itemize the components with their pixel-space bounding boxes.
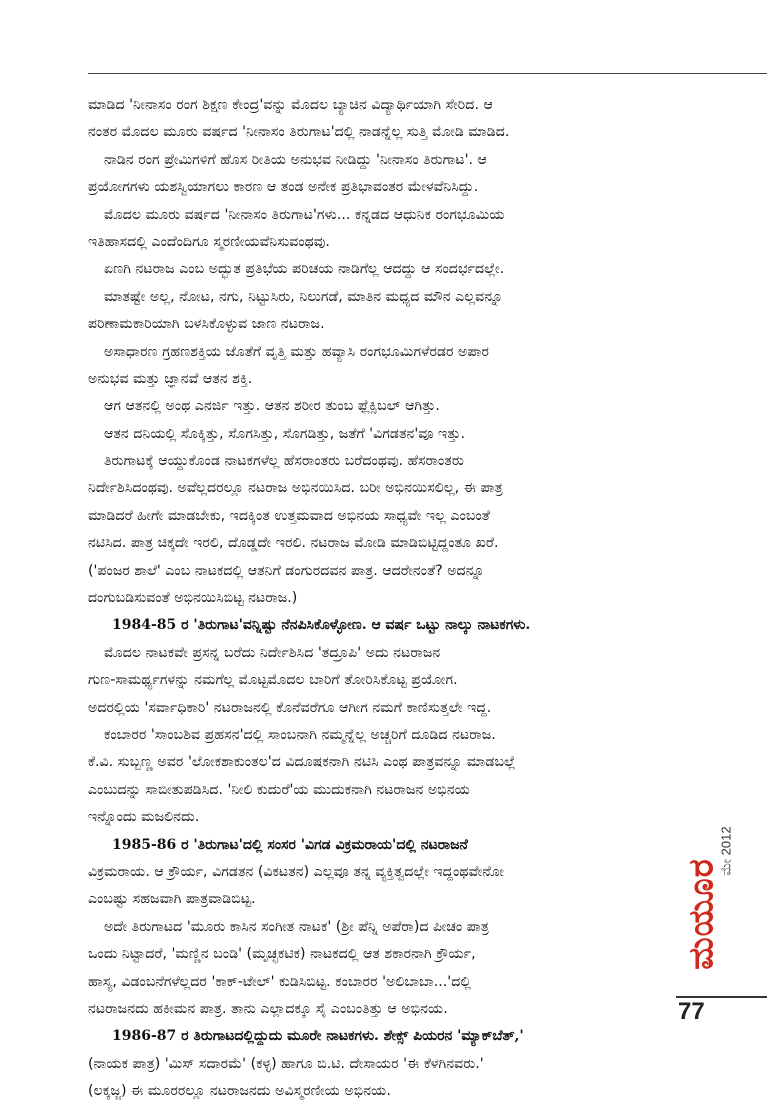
- article-line: ಕೆ.ವಿ. ಸುಬ್ಬಣ್ಣ ಅವರ 'ಲೋಕಶಾಕುಂತಲ'ದ ವಿದೂಷಕನಾಗಿ ನಟಿಸಿ ಎಂಥ ಪಾತ್ರವನ್ನೂ ಮಾಡಬಲ್ಲೆ: [88, 754, 516, 771]
- article-line: ಮೊದಲ ನಾಟಕವೇ ಪ್ರಸನ್ನ ಬರೆದು ನಿರ್ದೇಶಿಸಿದ 'ತದ್ರೂಪಿ' ಅದು ನಟರಾಜನ: [104, 644, 441, 661]
- article-line: ಎಂಬುದನ್ನು ಸಾಬೀತುಪಡಿಸಿದ. 'ನೀಲಿ ಕುದುರೆ'ಯ ಮುದುಕನಾಗಿ ನಟರಾಜನ ಅಭಿನಯ: [88, 781, 470, 798]
- page-number: 77: [678, 998, 705, 1025]
- article-line: ನಟಿಸಿದ. ಪಾತ್ರ ಚಿಕ್ಕದೇ ಇರಲಿ, ದೊಡ್ಡದೇ ಇರಲಿ. ನಟರಾಜ ಮೋಡಿ ಮಾಡಿಬಿಟ್ಟಿದ್ದಂತೂ ಖರೆ.: [88, 535, 499, 552]
- article-line: ಅದರಲ್ಲಿಯ 'ಸರ್ವಾಧಿಕಾರಿ' ನಟರಾಜನಲ್ಲಿ ಕೊನೆವರೆಗೂ ಆಗೀಗ ನಮಗೆ ಕಾಣಿಸುತ್ತಲೇ ಇದ್ದ.: [88, 699, 492, 716]
- article-line: ಮಾಡಿದ 'ನೀನಾಸಂ ರಂಗ ಶಿಕ್ಷಣ ಕೇಂದ್ರ'ವನ್ನು ಮೊದಲ ಬ್ಯಾಚಿನ ವಿದ್ಯಾರ್ಥಿಯಾಗಿ ಸೇರಿದ. ಆ: [88, 97, 493, 113]
- article-line: ಎಂಬಷ್ಟು ಸಹಜವಾಗಿ ಪಾತ್ರವಾಡಿಬಿಟ್ಟ.: [88, 891, 256, 908]
- article-line: 1984-85 ರ 'ತಿರುಗಾಟ'ವನ್ನಿಷ್ಟು ನೆನಪಿಸಿಕೊಳ್ಳೋಣ. ಆ ವರ್ಷ ಒಟ್ಟು ನಾಲ್ಕು ನಾಟಕಗಳು.: [112, 617, 531, 634]
- article-line: ಮಾತಷ್ಟೇ ಅಲ್ಲ, ನೋಟ, ನಗು, ನಿಟ್ಟುಸಿರು, ನಿಲುಗಡೆ, ಮಾತಿನ ಮಧ್ಯದ ಮೌನ ಎಲ್ಲವನ್ನೂ: [104, 288, 504, 305]
- magazine-sidebar: [678, 800, 746, 975]
- article-line: ನಾಡಿನ ರಂಗ ಪ್ರೇಮಿಗಳಿಗೆ ಹೊಸ ರೀತಿಯ ಅನುಭವ ನೀಡಿದ್ದು 'ನೀನಾಸಂ ತಿರುಗಾಟ'. ಆ: [104, 151, 487, 168]
- article-line: ಅಸಾಧಾರಣ ಗ್ರಹಣಶಕ್ತಿಯ ಜೊತೆಗೆ ವೃತ್ತಿ ಮತ್ತು ಹವ್ಯಾಸಿ ರಂಗಭೂಮಿಗಳೆರಡರ ಅಪಾರ: [104, 343, 489, 360]
- article-line: ಪ್ರಯೋಗಗಳು ಯಶಸ್ವಿಯಾಗಲು ಕಾರಣ ಆ ತಂಡ ಅನೇಕ ಪ್ರತಿಭಾವಂತರ ಮೇಳವೆನಿಸಿದ್ದು.: [88, 179, 479, 196]
- article-line: ವಿಕ್ರಮರಾಯ. ಆ ಕ್ರೌರ್ಯ, ವಿಗಡತನ (ವಿಕಟತನ) ಎಲ್ಲವೂ ತನ್ನ ವ್ಯಕ್ತಿತ್ವದಲ್ಲೇ ಇದ್ದಂಥವೇನೋ: [88, 863, 504, 880]
- article-line: ('ಪಂಜರ ಶಾಲೆ' ಎಂಬ ನಾಟಕದಲ್ಲಿ ಆತನಿಗೆ ಡಂಗುರದವನ ಪಾತ್ರ. ಆದರೇನಂತೆ? ಅದನ್ನೂ: [88, 562, 485, 579]
- article-line: ನಂತರ ಮೊದಲ ಮೂರು ವರ್ಷದ 'ನೀನಾಸಂ ತಿರುಗಾಟ'ದಲ್ಲಿ ನಾಡನ್ನೆಲ್ಲ ಸುತ್ತಿ ಮೋಡಿ ಮಾಡಿದ.: [88, 124, 510, 141]
- article-line: 1985-86 ರ 'ತಿರುಗಾಟ'ದಲ್ಲಿ ಸಂಸರ 'ವಿಗಡ ವಿಕ್ರಮರಾಯ'ದಲ್ಲಿ ನಟರಾಜನೆ: [112, 836, 468, 853]
- article-line: ನಿರ್ದೇಶಿಸಿದಂಥವು. ಅವೆಲ್ಲದರಲ್ಲೂ ನಟರಾಜ ಅಭಿನಯಿಸಿದ. ಬರೀ ಅಭಿನಯಿಸಲಿಲ್ಲ, ಈ ಪಾತ್ರ: [88, 480, 503, 497]
- article-line: ಮೊದಲ ಮೂರು ವರ್ಷದ 'ನೀನಾಸಂ ತಿರುಗಾಟ'ಗಳು... ಕನ್ನಡದ ಆಧುನಿಕ ರಂಗಭೂಮಿಯ: [104, 206, 505, 223]
- article-line: ಮಾಡಿದರೆ ಹೀಗೇ ಮಾಡಬೇಕು, ಇದಕ್ಕಿಂತ ಉತ್ತಮವಾದ ಅಭಿನಯ ಸಾಧ್ಯವೇ ಇಲ್ಲ ಎಂಬಂತೆ: [88, 507, 490, 524]
- article-line: ಏಣಗಿ ನಟರಾಜ ಎಂಬ ಅದ್ಭುತ ಪ್ರತಿಭೆಯ ಪರಿಚಯ ನಾಡಿಗೆಲ್ಲ ಆದದ್ದು ಆ ಸಂದರ್ಭದಲ್ಲೇ.: [104, 261, 505, 278]
- article-line: (ನಾಯಕ ಪಾತ್ರ) 'ಮಿಸ್ ಸದಾರಮೆ' (ಕಳ್ಳ) ಹಾಗೂ ಬಿ.ಟಿ. ದೇಸಾಯರ 'ಈ ಕೆಳಗಿನವರು.': [88, 1055, 484, 1072]
- article-line: ಪರಿಣಾಮಕಾರಿಯಾಗಿ ಬಳಸಿಕೊಳ್ಳುವ ಜಾಣ ನಟರಾಜ.: [88, 316, 325, 333]
- article-line: ಅದೇ ತಿರುಗಾಟದ 'ಮೂರು ಕಾಸಿನ ಸಂಗೀತ ನಾಟಕ' (ಶ್ರೀ ಪೆನ್ನಿ ಅಪೆರಾ)ದ ಪೀಚಂ ಪಾತ್ರ: [104, 918, 489, 935]
- article-line: ಆತನ ದನಿಯಲ್ಲಿ ಸೊಕ್ಕಿತ್ತು, ಸೊಗಸಿತ್ತು, ಸೊಗಡಿತ್ತು, ಜತೆಗೆ 'ವಿಗಡತನ'ವೂ ಇತ್ತು.: [104, 425, 466, 442]
- article-line: ಆಗ ಆತನಲ್ಲಿ ಅಂಥ ಎನರ್ಜಿ ಇತ್ತು. ಆತನ ಶರೀರ ತುಂಬ ಫ್ಲೆಕ್ಸಿಬಲ್ ಆಗಿತ್ತು.: [104, 398, 440, 415]
- top-rule: [88, 73, 767, 74]
- article-line: ಕಂಬಾರರ 'ಸಾಂಬಶಿವ ಪ್ರಹಸನ'ದಲ್ಲಿ ಸಾಂಬನಾಗಿ ನಮ್ಮನ್ನೆಲ್ಲ ಅಚ್ಚರಿಗೆ ದೂಡಿದ ನಟರಾಜ.: [104, 726, 496, 743]
- issue-date-text: ಮೇ 2012: [719, 826, 735, 876]
- article-line: ಒಂದು ನಿಟ್ಟಾದರೆ, 'ಮಣ್ಣಿನ ಬಂಡಿ' (ಮೃಚ್ಛಕಟಿಕ) ನಾಟಕದಲ್ಲಿ ಆತ ಶಕಾರನಾಗಿ ಕ್ರೌರ್ಯ,: [88, 946, 476, 963]
- article-body: [88, 92, 676, 1105]
- article-line: ಇನ್ನೊಂದು ಮಜಲಿನದು.: [88, 809, 200, 826]
- article-line: ದಂಗುಬಡಿಸುವಂತೆ ಅಭಿನಯಿಸಿಬಿಟ್ಟ ನಟರಾಜ.): [88, 590, 298, 607]
- magazine-logo-text: ಮಯೂರ: [682, 858, 722, 970]
- article-line: ಹಾಸ್ಯ, ವಿಡಂಬನೆಗಳೆಲ್ಲದರ 'ಕಾಕ್-ಟೇಲ್' ಕುಡಿಸಿಬಿಟ್ಟ. ಕಂಬಾರರ 'ಅಲಿಬಾಬಾ...'ದಲ್ಲಿ: [88, 973, 472, 990]
- article-line: ಇತಿಹಾಸದಲ್ಲಿ ಎಂದೆಂದಿಗೂ ಸ್ಮರಣೀಯವೆನಿಸುವಂಥವು.: [88, 233, 330, 250]
- magazine-logo: [680, 858, 724, 970]
- article-line: ಗುಣ-ಸಾಮರ್ಥ್ಯಗಳನ್ನು ನಮಗೆಲ್ಲ ಮೊಟ್ಟಮೊದಲ ಬಾರಿಗೆ ತೋರಿಸಿಕೊಟ್ಟ ಪ್ರಯೋಗ.: [88, 672, 458, 689]
- article-line: (ಲಕ್ಕಜ್ಜ) ಈ ಮೂರರಲ್ಲೂ ನಟರಾಜನದು ಅವಿಸ್ಮರಣೀಯ ಅಭಿನಯ.: [88, 1083, 391, 1100]
- article-line: 1986-87 ರ ತಿರುಗಾಟದಲ್ಲಿದ್ದುದು ಮೂರೇ ನಾಟಕಗಳು. ಶೇಕ್ಸ್ ಪಿಯರನ 'ಮ್ಯಾಕ್‌ಬೆತ್,': [112, 1028, 524, 1045]
- article-line: ನಟರಾಜನದು ಹಕೀಮನ ಪಾತ್ರ. ತಾನು ಎಲ್ಲಾದಕ್ಕೂ ಸೈ ಎಂಬಂತಿತ್ತು ಆ ಅಭಿನಯ.: [88, 1000, 448, 1017]
- article-line: ಅನುಭವ ಮತ್ತು ಜ್ಞಾನವೆ ಆತನ ಶಕ್ತಿ.: [88, 370, 253, 387]
- article-line: ತಿರುಗಾಟಕ್ಕೆ ಆಯ್ದುಕೊಂಡ ನಾಟಕಗಳೆಲ್ಲ ಹೆಸರಾಂತರು ಬರೆದಂಥವು. ಹೆಸರಾಂತರು: [104, 453, 464, 470]
